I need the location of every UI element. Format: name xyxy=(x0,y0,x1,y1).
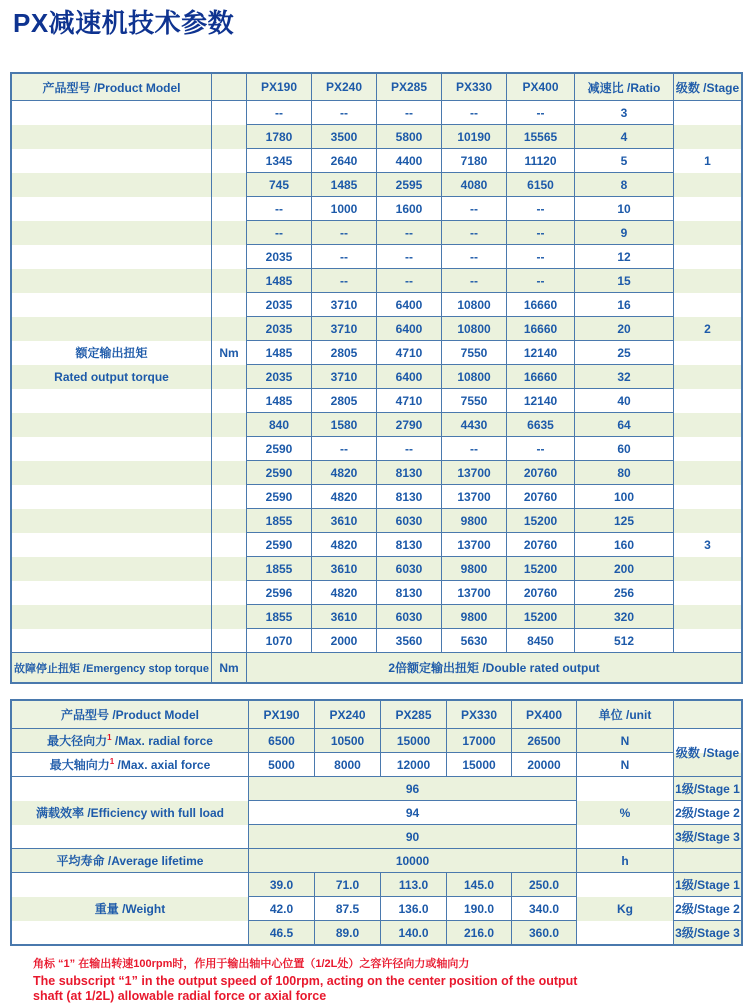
ratio-cell: 64 xyxy=(575,413,674,437)
weight-value-cell: 71.0 xyxy=(315,873,381,897)
table-gap xyxy=(0,684,750,699)
torque-row-ratio-3 xyxy=(12,101,742,125)
torque-value-cell: 13700 xyxy=(442,533,507,557)
efficiency-stage-label: 3级/Stage 3 xyxy=(674,825,742,849)
efficiency-label: 满载效率 /Efficiency with full load xyxy=(12,777,249,849)
torque-value-cell: 2790 xyxy=(377,413,442,437)
torque-value-cell: 15200 xyxy=(507,605,575,629)
model-header-px190: PX190 xyxy=(247,74,312,101)
torque-value-cell: -- xyxy=(247,221,312,245)
ratio-cell: 512 xyxy=(575,629,674,653)
torque-value-cell: -- xyxy=(442,437,507,461)
model-header-2-px190: PX190 xyxy=(249,701,315,729)
torque-value-cell: 20760 xyxy=(507,581,575,605)
footnote-english: The subscript “1” in the output speed of 100rpm, acting on the center position of the output shaft (at 1/2L) allowable radial force or axial force xyxy=(33,974,578,1003)
torque-value-cell: 12140 xyxy=(507,341,575,365)
torque-value-cell: -- xyxy=(312,245,377,269)
torque-value-cell: 840 xyxy=(247,413,312,437)
torque-value-cell: 6030 xyxy=(377,605,442,629)
torque-unit-cell xyxy=(212,101,247,653)
ratio-cell: 125 xyxy=(575,509,674,533)
forces-table-body xyxy=(12,729,742,945)
emergency-stop-label: 故障停止扭矩 /Emergency stop torque xyxy=(12,653,212,683)
datasheet-page xyxy=(0,8,750,1004)
weight-label: 重量 /Weight xyxy=(12,873,249,945)
max-axial-force-row-superscript: 1 xyxy=(109,757,115,766)
max-radial-force-row-value-cell: 26500 xyxy=(512,729,577,753)
rated-output-torque-table xyxy=(10,72,743,684)
torque-value-cell: 2035 xyxy=(247,365,312,389)
torque-value-cell: 3610 xyxy=(312,557,377,581)
rated-output-torque-label xyxy=(12,101,212,653)
torque-value-cell: 2590 xyxy=(247,437,312,461)
torque-value-cell: 1580 xyxy=(312,413,377,437)
torque-value-cell: 4820 xyxy=(312,533,377,557)
torque-value-cell: 16660 xyxy=(507,365,575,389)
torque-value-cell: 7550 xyxy=(442,341,507,365)
max-radial-force-row-unit-cell: N xyxy=(577,729,674,753)
torque-value-cell: 1855 xyxy=(247,557,312,581)
torque-value-cell: 13700 xyxy=(442,461,507,485)
torque-value-cell: -- xyxy=(442,269,507,293)
torque-value-cell: -- xyxy=(377,437,442,461)
torque-value-cell: 3560 xyxy=(377,629,442,653)
torque-value-cell: 8130 xyxy=(377,533,442,557)
torque-value-cell: 5630 xyxy=(442,629,507,653)
max-axial-force-row-value-cell: 12000 xyxy=(381,753,447,777)
average-lifetime-row xyxy=(12,849,742,873)
footnote-chinese: 角标 “1” 在输出转速100rpm时，作用于输出轴中心位置（1/2L处）之容许径向力或轴向力 xyxy=(33,958,470,970)
max-axial-force-row-value-cell: 8000 xyxy=(315,753,381,777)
max-radial-force-row xyxy=(12,729,742,753)
ratio-cell: 256 xyxy=(575,581,674,605)
max-axial-force-row-label-en: /Max. axial force xyxy=(114,758,211,772)
stage-merged-header: 级数 /Stage xyxy=(674,729,742,777)
model-header-2-px240: PX240 xyxy=(315,701,381,729)
torque-value-cell: 16660 xyxy=(507,317,575,341)
stage-mark-2: 2 xyxy=(704,322,711,336)
weight-value-cell: 145.0 xyxy=(447,873,512,897)
torque-value-cell: 3500 xyxy=(312,125,377,149)
torque-value-cell: 1855 xyxy=(247,605,312,629)
torque-value-cell: 2805 xyxy=(312,341,377,365)
max-axial-force-row xyxy=(12,753,742,777)
torque-unit-text: Nm xyxy=(219,346,239,360)
ratio-cell: 4 xyxy=(575,125,674,149)
forces-table-head xyxy=(12,701,742,729)
weight-value-cell: 190.0 xyxy=(447,897,512,921)
ratio-cell: 60 xyxy=(575,437,674,461)
torque-value-cell: 1485 xyxy=(247,341,312,365)
efficiency-value-cell: 90 xyxy=(249,825,577,849)
torque-value-cell: 1070 xyxy=(247,629,312,653)
torque-value-cell: 2590 xyxy=(247,461,312,485)
torque-value-cell: 4430 xyxy=(442,413,507,437)
max-radial-force-row-value-cell: 10500 xyxy=(315,729,381,753)
forces-efficiency-weight-table xyxy=(10,699,743,946)
torque-value-cell: 2805 xyxy=(312,389,377,413)
torque-value-cell: 2595 xyxy=(377,173,442,197)
torque-value-cell: 4820 xyxy=(312,581,377,605)
torque-value-cell: -- xyxy=(377,101,442,125)
lifetime-value-cell: 10000 xyxy=(249,849,577,873)
torque-value-cell: 1345 xyxy=(247,149,312,173)
torque-value-cell: 9800 xyxy=(442,605,507,629)
torque-value-cell: 8450 xyxy=(507,629,575,653)
efficiency-row-stage-1 xyxy=(12,777,742,801)
torque-value-cell: 9800 xyxy=(442,557,507,581)
torque-value-cell: 20760 xyxy=(507,533,575,557)
torque-table-head xyxy=(12,74,742,101)
emergency-unit-cell: Nm xyxy=(212,653,247,683)
unit-header: 单位 /unit xyxy=(577,701,674,729)
torque-value-cell: 15565 xyxy=(507,125,575,149)
torque-value-cell: 1600 xyxy=(377,197,442,221)
max-radial-force-row-value-cell: 17000 xyxy=(447,729,512,753)
torque-value-cell: 16660 xyxy=(507,293,575,317)
torque-value-cell: 2640 xyxy=(312,149,377,173)
lifetime-label: 平均寿命 /Average lifetime xyxy=(12,849,249,873)
ratio-cell: 80 xyxy=(575,461,674,485)
torque-value-cell: 2035 xyxy=(247,293,312,317)
emergency-value-cell: 2倍额定输出扭矩 /Double rated output xyxy=(247,653,742,683)
max-radial-force-row-value-cell: 15000 xyxy=(381,729,447,753)
model-header-px330: PX330 xyxy=(442,74,507,101)
weight-value-cell: 87.5 xyxy=(315,897,381,921)
max-axial-force-row-label xyxy=(12,753,249,777)
torque-value-cell: 4400 xyxy=(377,149,442,173)
max-radial-force-row-value-cell: 6500 xyxy=(249,729,315,753)
torque-value-cell: 2590 xyxy=(247,533,312,557)
ratio-cell: 160 xyxy=(575,533,674,557)
torque-value-cell: 10800 xyxy=(442,317,507,341)
stage-column-header-blank xyxy=(674,701,742,729)
torque-value-cell: -- xyxy=(377,221,442,245)
torque-value-cell: 2596 xyxy=(247,581,312,605)
torque-table-body xyxy=(12,101,742,683)
torque-value-cell: 1000 xyxy=(312,197,377,221)
torque-value-cell: 8130 xyxy=(377,461,442,485)
torque-value-cell: -- xyxy=(312,221,377,245)
product-model-header: 产品型号 /Product Model xyxy=(12,74,212,101)
torque-value-cell: 2590 xyxy=(247,485,312,509)
max-axial-force-row-value-cell: 5000 xyxy=(249,753,315,777)
torque-value-cell: 4710 xyxy=(377,341,442,365)
max-radial-force-row-label-cn: 最大径向力 xyxy=(47,734,108,748)
torque-value-cell: 3610 xyxy=(312,509,377,533)
stage-mark-1: 1 xyxy=(704,154,711,168)
weight-value-cell: 42.0 xyxy=(249,897,315,921)
model-header-2-px285: PX285 xyxy=(381,701,447,729)
torque-value-cell: -- xyxy=(377,269,442,293)
ratio-cell: 8 xyxy=(575,173,674,197)
ratio-cell: 320 xyxy=(575,605,674,629)
torque-label-en: Rated output torque xyxy=(54,370,169,384)
efficiency-unit-cell: % xyxy=(577,777,674,849)
torque-value-cell: 10190 xyxy=(442,125,507,149)
torque-value-cell: -- xyxy=(247,197,312,221)
torque-value-cell: 8130 xyxy=(377,485,442,509)
torque-value-cell: -- xyxy=(442,101,507,125)
ratio-cell: 15 xyxy=(575,269,674,293)
torque-value-cell: -- xyxy=(442,197,507,221)
emergency-stop-row xyxy=(12,653,742,683)
weight-stage-label: 2级/Stage 2 xyxy=(674,897,742,921)
torque-value-cell: 4820 xyxy=(312,461,377,485)
product-model-header-2: 产品型号 /Product Model xyxy=(12,701,249,729)
ratio-cell: 3 xyxy=(575,101,674,125)
torque-value-cell: -- xyxy=(507,245,575,269)
torque-value-cell: 4710 xyxy=(377,389,442,413)
weight-value-cell: 136.0 xyxy=(381,897,447,921)
stage-column xyxy=(674,101,742,653)
max-axial-force-row-value-cell: 15000 xyxy=(447,753,512,777)
weight-value-cell: 360.0 xyxy=(512,921,577,945)
torque-value-cell: 6400 xyxy=(377,365,442,389)
torque-value-cell: 6030 xyxy=(377,509,442,533)
torque-value-cell: -- xyxy=(507,197,575,221)
torque-value-cell: -- xyxy=(507,221,575,245)
weight-value-cell: 39.0 xyxy=(249,873,315,897)
ratio-cell: 32 xyxy=(575,365,674,389)
efficiency-stage-label: 2级/Stage 2 xyxy=(674,801,742,825)
model-header-2-px330: PX330 xyxy=(447,701,512,729)
model-header-2-px400: PX400 xyxy=(512,701,577,729)
torque-value-cell: 1485 xyxy=(312,173,377,197)
torque-value-cell: 6400 xyxy=(377,293,442,317)
page-title: PX减速机技术参数 xyxy=(13,8,235,38)
ratio-cell: 100 xyxy=(575,485,674,509)
torque-value-cell: -- xyxy=(507,269,575,293)
torque-value-cell: 2000 xyxy=(312,629,377,653)
ratio-cell: 9 xyxy=(575,221,674,245)
torque-value-cell: 4820 xyxy=(312,485,377,509)
torque-value-cell: 6400 xyxy=(377,317,442,341)
max-axial-force-row-value-cell: 20000 xyxy=(512,753,577,777)
weight-value-cell: 113.0 xyxy=(381,873,447,897)
torque-value-cell: 1485 xyxy=(247,269,312,293)
footnote xyxy=(33,955,750,1004)
model-header-px240: PX240 xyxy=(312,74,377,101)
stage-mark-3: 3 xyxy=(704,538,711,552)
weight-stage-label: 3级/Stage 3 xyxy=(674,921,742,945)
weight-row-stage-1 xyxy=(12,873,742,897)
torque-value-cell: 13700 xyxy=(442,485,507,509)
ratio-cell: 20 xyxy=(575,317,674,341)
torque-value-cell: 745 xyxy=(247,173,312,197)
lifetime-stage-blank xyxy=(674,849,742,873)
weight-value-cell: 250.0 xyxy=(512,873,577,897)
torque-value-cell: 12140 xyxy=(507,389,575,413)
weight-value-cell: 340.0 xyxy=(512,897,577,921)
lifetime-unit-cell: h xyxy=(577,849,674,873)
torque-value-cell: 5800 xyxy=(377,125,442,149)
unit-column-header xyxy=(212,74,247,101)
ratio-cell: 10 xyxy=(575,197,674,221)
torque-value-cell: 20760 xyxy=(507,461,575,485)
torque-value-cell: 6030 xyxy=(377,557,442,581)
model-header-px400: PX400 xyxy=(507,74,575,101)
torque-value-cell: -- xyxy=(442,221,507,245)
torque-value-cell: -- xyxy=(507,101,575,125)
torque-value-cell: -- xyxy=(377,245,442,269)
ratio-cell: 16 xyxy=(575,293,674,317)
max-radial-force-row-superscript: 1 xyxy=(107,733,112,742)
efficiency-stage-label: 1级/Stage 1 xyxy=(674,777,742,801)
torque-value-cell: 10800 xyxy=(442,365,507,389)
model-header-px285: PX285 xyxy=(377,74,442,101)
weight-unit-cell: Kg xyxy=(577,873,674,945)
torque-value-cell: 1485 xyxy=(247,389,312,413)
torque-value-cell: 2035 xyxy=(247,245,312,269)
torque-value-cell: -- xyxy=(507,437,575,461)
torque-value-cell: 3710 xyxy=(312,317,377,341)
torque-value-cell: 10800 xyxy=(442,293,507,317)
stage-header: 级数 /Stage xyxy=(674,74,742,101)
weight-value-cell: 140.0 xyxy=(381,921,447,945)
efficiency-value-cell: 94 xyxy=(249,801,577,825)
torque-value-cell: 7180 xyxy=(442,149,507,173)
torque-value-cell: 4080 xyxy=(442,173,507,197)
torque-value-cell: -- xyxy=(442,245,507,269)
torque-value-cell: 3710 xyxy=(312,293,377,317)
torque-value-cell: 1855 xyxy=(247,509,312,533)
ratio-cell: 40 xyxy=(575,389,674,413)
torque-value-cell: -- xyxy=(312,437,377,461)
torque-value-cell: 6150 xyxy=(507,173,575,197)
max-radial-force-row-label-en: /Max. radial force xyxy=(111,734,213,748)
torque-value-cell: 9800 xyxy=(442,509,507,533)
weight-stage-label: 1级/Stage 1 xyxy=(674,873,742,897)
weight-value-cell: 46.5 xyxy=(249,921,315,945)
ratio-cell: 200 xyxy=(575,557,674,581)
max-axial-force-row-unit-cell: N xyxy=(577,753,674,777)
torque-value-cell: 2035 xyxy=(247,317,312,341)
torque-value-cell: 8130 xyxy=(377,581,442,605)
torque-value-cell: 15200 xyxy=(507,509,575,533)
torque-value-cell: 3610 xyxy=(312,605,377,629)
t2-header-row xyxy=(12,701,742,729)
ratio-cell: 25 xyxy=(575,341,674,365)
weight-value-cell: 216.0 xyxy=(447,921,512,945)
torque-value-cell: 6635 xyxy=(507,413,575,437)
max-radial-force-row-label xyxy=(12,729,249,753)
max-axial-force-row-label-cn: 最大轴向力 xyxy=(49,758,110,772)
torque-value-cell: 1780 xyxy=(247,125,312,149)
torque-value-cell: 7550 xyxy=(442,389,507,413)
ratio-cell: 12 xyxy=(575,245,674,269)
torque-value-cell: -- xyxy=(312,101,377,125)
torque-value-cell: 11120 xyxy=(507,149,575,173)
torque-value-cell: 3710 xyxy=(312,365,377,389)
t1-header-row xyxy=(12,74,742,101)
weight-value-cell: 89.0 xyxy=(315,921,381,945)
efficiency-value-cell: 96 xyxy=(249,777,577,801)
ratio-header: 减速比 /Ratio xyxy=(575,74,674,101)
torque-value-cell: 13700 xyxy=(442,581,507,605)
torque-value-cell: -- xyxy=(312,269,377,293)
torque-value-cell: -- xyxy=(247,101,312,125)
torque-value-cell: 15200 xyxy=(507,557,575,581)
torque-value-cell: 20760 xyxy=(507,485,575,509)
ratio-cell: 5 xyxy=(575,149,674,173)
torque-label-cn: 额定输出扭矩 xyxy=(75,346,148,360)
